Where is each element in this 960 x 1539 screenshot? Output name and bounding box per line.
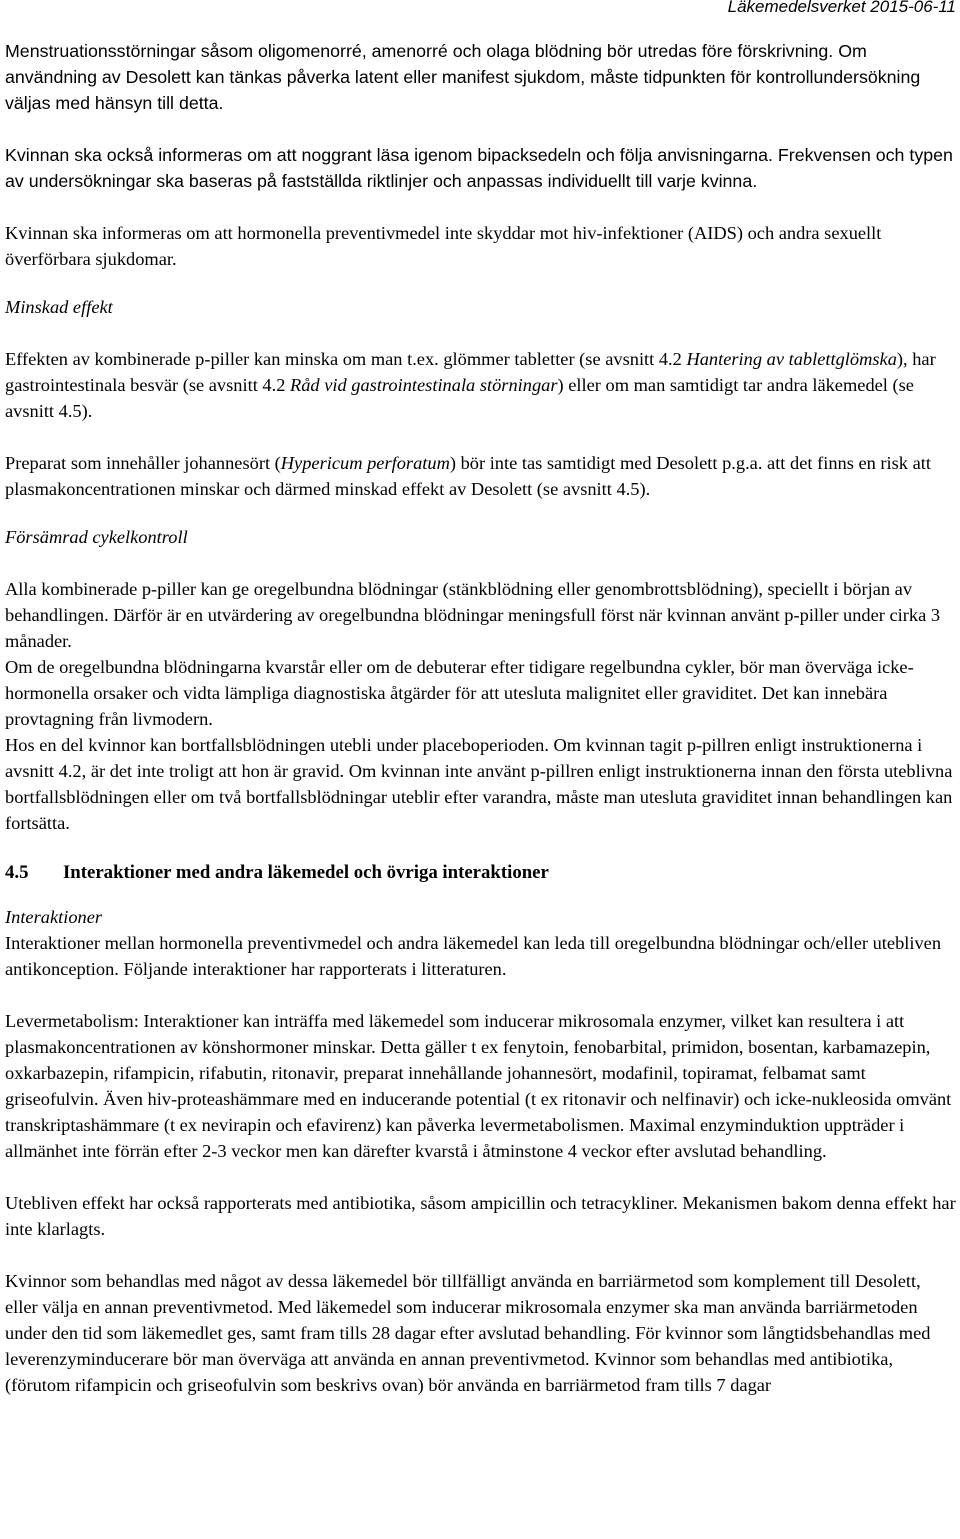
paragraph-menstruation: Menstruationsstörningar såsom oligomenorré, amenorré och olaga blödning bör utredas före förskrivning. Om användning av Desolett kan tänkas påverka latent eller manifest sjukdom, måste tidpunkten för kontrollundersökning väljas med hänsyn till detta. — [5, 41, 921, 113]
text-run: ) bör inte tas samtidigt med Desolett p.g.a. att det finns en risk att plasmakoncentrationen minskar och därmed minskad effekt av Desolett (se avsnitt 4.5). — [5, 453, 931, 499]
text-run: ), har gastrointestinala besvär (se avsnitt 4.2 — [5, 349, 936, 395]
document-header-date: Läkemedelsverket 2015-06-11 — [727, 0, 956, 16]
paragraph-bortfallsblodning: Hos en del kvinnor kan bortfallsblödningen utebli under placeboperioden. Om kvinnan tagit p-pillren enligt instruktionerna i avsnitt 4.2, är det inte troligt att hon är gravid. Om kvinnan inte använt p-pillren enligt instruktionerna innan den första uteblivna bortfallsblödningen eller om två bortfallsblödningar uteblir efter varandra, måste man utesluta graviditet innan behandlingen kan fortsätta. — [5, 735, 953, 833]
text-run-italic: Hantering av tablettglömska — [686, 349, 897, 369]
subheading-interaktioner: Interaktioner — [5, 907, 103, 927]
paragraph-levermetabolism: Levermetabolism: Interaktioner kan inträffa med läkemedel som inducerar mikrosomala enzymer, vilket kan resultera i att plasmakoncentrationen av könshormoner minskar. Detta gäller t ex fenytoin, fenobarbital, primidon, bosentan, karbamazepin, oxkarbazepin, rifampicin, rifabutin, ritonavir, preparat innehållande johannesört, modafinil, topiramat, felbamat samt griseofulvin. Även hiv-proteashämmare med en inducerande potential (t ex ritonavir och nelfinavir) och icke-nukleosida omvänt transkriptashämmare (t ex nevirapin och efavirenz) kan påverka levermetabolismen. Maximal enzyminduktion uppträder i allmänhet inte förrän efter 2-3 veckor men kan därefter kvarstå i åtminstone 4 veckor efter avslutad behandling. — [5, 1011, 952, 1161]
paragraph-kvarstar: Om de oregelbundna blödningarna kvarstår eller om de debuterar efter tidigare regelbundna cykler, bör man överväga icke-hormonella orsaker och vidta lämpliga diagnostiska åtgärder för att utesluta malignitet eller graviditet. Det kan innebära provtagning från livmodern. — [5, 657, 914, 729]
paragraph-barriarmetod: Kvinnor som behandlas med något av dessa läkemedel bör tillfälligt använda en barriärmetod som komplement till Desolett, eller välja en annan preventivmetod. Med läkemedel som inducerar mikrosomala enzymer ska man använda barriärmetoden under den tid som läkemedlet ges, samt fram tills 28 dagar efter avslutad behandling. För kvinnor som långtidsbehandlas med leverenzyminducerare bör man överväga att använda en annan preventivmetod. Kvinnor som behandlas med antibiotika, (förutom rifampicin och griseofulvin som beskrivs ovan) bör använda en barriärmetod fram tills 7 dagar — [5, 1271, 931, 1395]
text-run: Effekten av kombinerade p-piller kan minska om man t.ex. glömmer tabletter (se avsnitt 4.2 — [5, 349, 687, 369]
paragraph-oregelbundna-blodningar: Alla kombinerade p-piller kan ge oregelbundna blödningar (stänkblödning eller genombrottsblödning), speciellt i början av behandlingen. Därför är en utvärdering av oregelbundna blödningar meningsfull först när kvinnan använt p-piller under cirka 3 månader. — [5, 579, 941, 651]
paragraph-interaktioner: Interaktioner mellan hormonella preventivmedel och andra läkemedel kan leda till oregelbundna blödningar och/eller utebliven antikonception. Följande interaktioner har rapporterats i litteraturen. — [5, 933, 942, 979]
text-run: ) eller om man samtidigt tar andra läkemedel (se avsnitt 4.5). — [5, 375, 914, 421]
heading-minskad-effekt: Minskad effekt — [5, 297, 113, 317]
document-page — [5, 38, 957, 1398]
paragraph-hiv-info: Kvinnan ska informeras om att hormonella preventivmedel inte skyddar mot hiv-infektioner (AIDS) och andra sexuellt överförbara sjukdomar. — [5, 223, 882, 269]
section-title: Interaktioner med andra läkemedel och övriga interaktioner — [63, 862, 549, 883]
paragraph-minskad-effekt — [5, 346, 957, 424]
heading-forsamrad-cykelkontroll: Försämrad cykelkontroll — [5, 527, 188, 547]
text-run: Preparat som innehåller johannesört ( — [5, 453, 281, 473]
text-run-italic: Hypericum perforatum — [280, 453, 450, 473]
text-run-italic: Råd vid gastrointestinala störningar — [289, 375, 558, 395]
paragraph-bipacksedel: Kvinnan ska också informeras om att noggrant läsa igenom bipacksedeln och följa anvisningarna. Frekvensen och typen av undersökningar ska baseras på fastställda riktlinjer och anpassas individuellt till varje kvinna. — [5, 145, 953, 191]
paragraph-johannesort — [5, 450, 957, 502]
section-number: 4.5 — [5, 862, 29, 883]
paragraph-antibiotika: Utebliven effekt har också rapporterats med antibiotika, såsom ampicillin och tetracykliner. Mekanismen bakom denna effekt har inte klarlagts. — [5, 1193, 956, 1239]
section-heading-4-5 — [5, 860, 957, 886]
